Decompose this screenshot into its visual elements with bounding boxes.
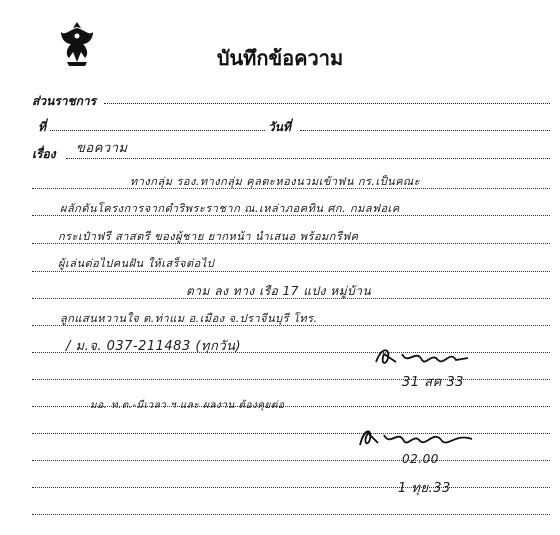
signature-date-2: 1 ทุย.33 bbox=[398, 481, 451, 496]
handwritten-line: ผู้เล่นต่อไปคนฝัน ให้เสร็จต่อไป bbox=[58, 257, 215, 270]
ruled-line bbox=[32, 514, 550, 515]
ruled-line bbox=[32, 379, 550, 380]
agency-line bbox=[104, 103, 550, 104]
ref-label: ที่ bbox=[38, 120, 46, 134]
subject-handwriting: ขอความ bbox=[76, 141, 128, 156]
subject-line bbox=[66, 158, 550, 159]
signature-time: 02.00 bbox=[402, 452, 439, 466]
handwritten-line: ลูกแสนหวานใจ ต.ท่าแม อ.เมือง จ.ปราจีนบุรี โทร. bbox=[60, 312, 318, 325]
date-line bbox=[300, 130, 550, 131]
handwritten-line: ผลักดันโครงการจากดำริพระราชาก ณ.เหล่าภอคทิน ศก. กมลฟอเค bbox=[60, 202, 400, 215]
signature-scribble bbox=[372, 344, 472, 370]
ruled-line bbox=[32, 487, 550, 488]
ref-line bbox=[50, 130, 265, 131]
handwritten-line: ทางกลุ่ม รอง.ทางกลุ่ม คุลตะหองนวมเข้าฟน กร.เป็นคณะ bbox=[130, 175, 421, 188]
handwritten-line: กระเป๋าฟรี สาสตรี ของผู้ชาย ยากหน้า นำเสนอ พร้อมกรีฟค bbox=[58, 230, 359, 243]
handwritten-line: ตาม ลง ทาง เรือ 17 แปง หมู่บ้าน bbox=[186, 284, 372, 298]
signature-date: 31 สค 33 bbox=[402, 375, 464, 390]
ruled-line bbox=[32, 460, 550, 461]
page-title: บันทึกข้อความ bbox=[216, 46, 344, 70]
agency-label: ส่วนราชการ bbox=[32, 94, 97, 108]
subject-label: เรื่อง bbox=[32, 147, 56, 161]
date-label: วันที่ bbox=[268, 120, 291, 134]
handwritten-line: / ม.จ. 037-211483 (ทุกวัน) bbox=[66, 339, 242, 354]
handwritten-note: มอ. ท.ต.-มีเวลา ฯ และ ผลงาน ต้องคุยต่อ bbox=[90, 400, 285, 411]
signature-scribble bbox=[356, 425, 476, 451]
